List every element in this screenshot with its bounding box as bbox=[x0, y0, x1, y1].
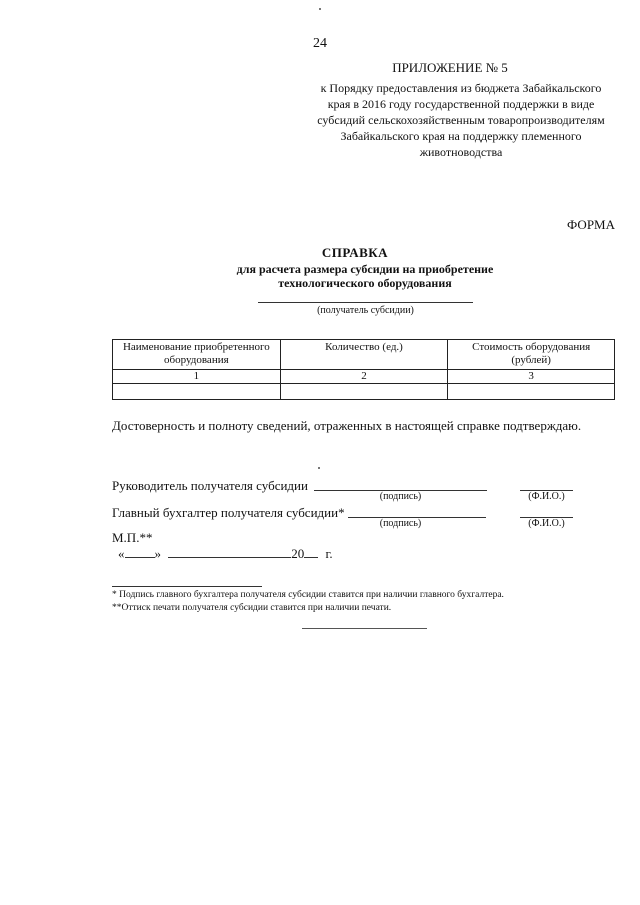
accountant-signature-caption: (подпись) bbox=[379, 518, 422, 529]
form-label: ФОРМА bbox=[567, 217, 615, 232]
recipient-field-line[interactable] bbox=[258, 302, 473, 303]
head-signature-label: Руководитель получателя субсидии bbox=[112, 478, 308, 493]
end-of-document-line bbox=[302, 628, 427, 629]
table-column-number: 2 bbox=[280, 370, 448, 384]
appendix-description bbox=[300, 80, 622, 160]
equipment-table bbox=[112, 339, 615, 400]
appendix-title: ПРИЛОЖЕНИЕ № 5 bbox=[392, 60, 508, 75]
date-close-quote: » bbox=[154, 546, 161, 561]
page-number: 24 bbox=[313, 36, 327, 51]
confirmation-statement: Достоверность и полноту сведений, отраженных в настоящей справке подтверждаю. bbox=[112, 418, 582, 433]
appendix-description-line: субсидий сельскохозяйственным товаропроизводителям bbox=[317, 113, 605, 127]
head-name-caption: (Ф.И.О.) bbox=[528, 491, 565, 502]
document-subtitle-line: для расчета размера субсидии на приобретение bbox=[236, 262, 494, 276]
appendix-description-line: животноводства bbox=[419, 145, 503, 159]
footnote-2: **Оттиск печати получателя субсидии ставится при наличии печати. bbox=[112, 603, 392, 613]
date-row bbox=[118, 546, 333, 562]
appendix-description-line: края в 2016 году государственной поддержки в виде bbox=[327, 97, 595, 111]
table-column-number: 1 bbox=[113, 370, 281, 384]
date-open-quote: « bbox=[118, 546, 125, 561]
table-column-number-row bbox=[113, 370, 615, 384]
date-month-field[interactable] bbox=[168, 547, 291, 558]
stamp-label: М.П.** bbox=[112, 530, 153, 545]
document-title: СПРАВКА bbox=[321, 245, 389, 260]
table-row bbox=[113, 384, 615, 400]
scan-mark-middle bbox=[318, 467, 320, 469]
footnote-separator bbox=[112, 586, 262, 587]
accountant-name-caption: (Ф.И.О.) bbox=[528, 518, 565, 529]
document-subtitle-line: технологического оборудования bbox=[278, 276, 452, 290]
table-header-row bbox=[113, 340, 615, 370]
accountant-signature-label: Главный бухгалтер получателя субсидии* bbox=[112, 505, 345, 520]
table-cell[interactable] bbox=[448, 384, 615, 400]
table-header-cell: Стоимость оборудования (рублей) bbox=[448, 340, 615, 370]
scan-mark-top bbox=[319, 8, 321, 10]
appendix-description-line: Забайкальского края на поддержку племенного bbox=[340, 129, 582, 143]
head-signature-caption: (подпись) bbox=[379, 491, 422, 502]
date-day-field[interactable] bbox=[125, 547, 155, 558]
table-column-number: 3 bbox=[448, 370, 615, 384]
recipient-caption: (получатель субсидии) bbox=[317, 305, 414, 316]
document-subtitle bbox=[0, 262, 640, 290]
table-cell[interactable] bbox=[280, 384, 448, 400]
table-cell[interactable] bbox=[113, 384, 281, 400]
footnote-1: * Подпись главного бухгалтера получателя субсидии ставится при наличии главного бухгалтера. bbox=[112, 590, 504, 600]
table-header-cell: Количество (ед.) bbox=[280, 340, 448, 370]
appendix-description-line: к Порядку предоставления из бюджета Забайкальского bbox=[320, 81, 602, 95]
date-year-field[interactable] bbox=[304, 547, 318, 558]
date-year-suffix: г. bbox=[325, 546, 333, 561]
date-year-prefix: 20 bbox=[291, 546, 305, 561]
table-header-cell: Наименование приобретенного оборудования bbox=[113, 340, 281, 370]
